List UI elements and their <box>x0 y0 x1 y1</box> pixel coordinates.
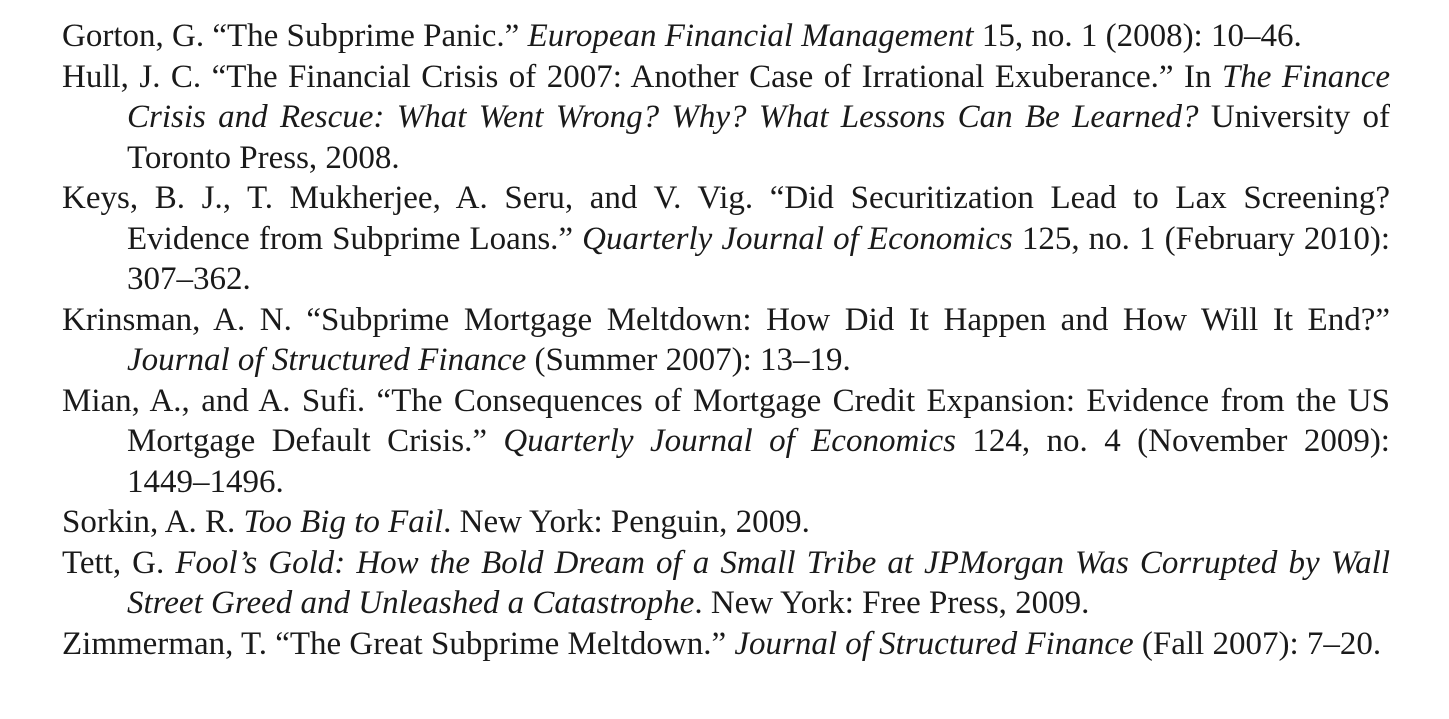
reference-text: Mian, A., and A. Sufi. “The Consequences of Mortgage Credit Expansion: Evidence from the US Mortgage Default Crisis.” <box>62 382 1390 459</box>
reference-entry-hull <box>62 57 1390 179</box>
reference-title-italic: Journal of Structured Finance <box>127 342 527 378</box>
reference-text: Tett, G. <box>62 544 176 581</box>
reference-details: (Summer 2007): 13–19. <box>526 342 851 378</box>
reference-details: . New York: Free Press, 2009. <box>694 585 1090 621</box>
reference-entry-gorton <box>62 16 1390 57</box>
reference-text: Sorkin, A. R. <box>62 504 244 540</box>
reference-title-italic: Journal of Structured Finance <box>734 625 1134 662</box>
reference-title-italic: European Financial Management <box>527 18 974 54</box>
reference-title-italic: The Finance Crisis and Rescue: What Went Wrong? Why? What Lessons Can Be Learned? <box>127 58 1390 135</box>
reference-details: 125, no. 1 (February 2010): 307–362. <box>127 220 1390 297</box>
reference-entry-zimmerman <box>62 624 1390 665</box>
reference-text: Krinsman, A. N. “Subprime Mortgage Meltdown: How Did It Happen and How Will It End?” <box>62 301 1390 338</box>
reference-list <box>62 16 1390 664</box>
reference-details: 15, no. 1 (2008): 10–46. <box>973 18 1302 54</box>
reference-entry-krinsman <box>62 300 1390 381</box>
reference-title-italic: Quarterly Journal of Economics <box>582 220 1013 257</box>
reference-entry-keys <box>62 178 1390 300</box>
reference-text: Zimmerman, T. “The Great Subprime Meltdown.” <box>62 625 735 662</box>
reference-title-italic: Quarterly Journal of Economics <box>503 423 956 459</box>
reference-title-italic: Fool’s Gold: How the Bold Dream of a Small Tribe at JPMorgan Was Corrupted by Wall Street Greed and Unleashed a Catastrophe <box>127 544 1391 621</box>
reference-text: Hull, J. C. “The Financial Crisis of 2007: Another Case of Irrational Exuberance.” In <box>62 58 1222 95</box>
reference-text: Keys, B. J., T. Mukherjee, A. Seru, and V. Vig. “Did Securitization Lead to Lax Screening? Evidence from Subprime Loans.” <box>62 180 1390 257</box>
reference-details: . New York: Penguin, 2009. <box>443 504 810 540</box>
reference-text: Gorton, G. “The Subprime Panic.” <box>62 18 528 54</box>
reference-details: (Fall 2007): 7–20. <box>1133 625 1382 662</box>
reference-title-italic: Too Big to Fail <box>243 504 444 540</box>
reference-entry-sorkin <box>62 502 1390 543</box>
reference-entry-mian <box>62 381 1390 503</box>
reference-entry-tett <box>62 543 1390 624</box>
reference-details: University of Toronto Press, 2008. <box>127 99 1390 176</box>
reference-details: 124, no. 4 (November 2009): 1449–1496. <box>127 423 1390 500</box>
